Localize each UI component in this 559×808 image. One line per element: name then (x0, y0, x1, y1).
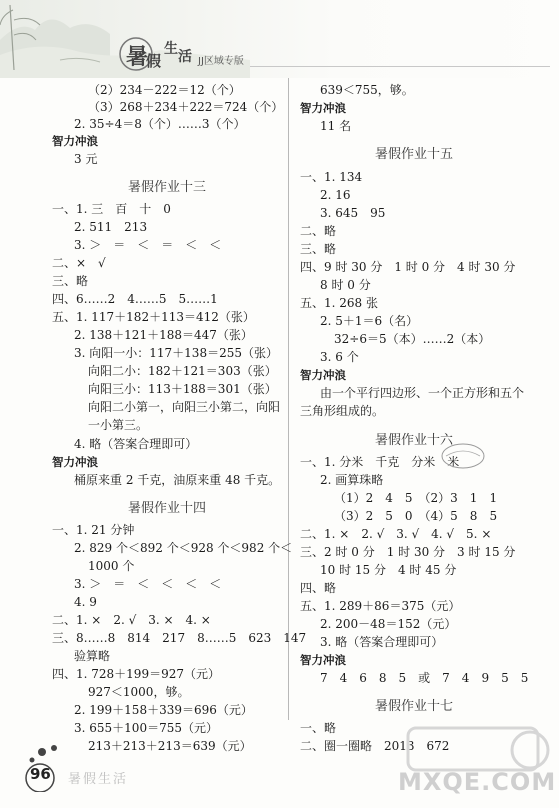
answer-line: （2）234－222＝12（个） (88, 83, 241, 97)
answer-line: 4. 9 (74, 595, 97, 609)
answer-line: 三、略 (300, 242, 337, 256)
answer-line: 32÷6＝5（本）……2（本） (334, 332, 491, 346)
answer-line: 2. 199＋158＋339＝696（元） (74, 703, 253, 717)
answer-line: 一、1. 三 百 十 0 (52, 202, 171, 216)
answer-line: 3. ＞ ＝ ＜ ＝ ＜ ＜ (74, 238, 222, 252)
answer-line: 2. 画算珠略 (320, 473, 384, 487)
answer-line: 2. 829 个＜892 个＜928 个＜982 个＜ (74, 541, 293, 555)
answer-line: 7 4 6 8 5 或 7 4 9 5 5 (320, 671, 529, 685)
answer-line: 向阳三小：113＋188＝301（张） (88, 382, 277, 396)
assignment-title: 暑假作业十七 (375, 699, 454, 714)
logo-char-3: 生 (164, 41, 178, 57)
answer-line: 一小第三。 (88, 418, 149, 432)
answer-line: 一、略 (300, 721, 337, 735)
section-heading: 智力冲浪 (52, 134, 98, 148)
stamp-badge-icon (440, 442, 486, 470)
answer-line: 向阳二小：182＋121＝303（张） (88, 364, 277, 378)
answer-line: 2. 138＋121＋188＝447（张） (74, 328, 253, 342)
answer-line: 11 名 (320, 119, 352, 133)
section-heading: 智力冲浪 (300, 368, 346, 382)
page-number: 96 (30, 765, 51, 783)
section-heading: 智力冲浪 (52, 455, 98, 469)
header-rule (250, 66, 550, 67)
answer-line: 3 元 (74, 152, 98, 166)
answer-line: 2. 511 213 (74, 220, 148, 234)
answer-line: 四、6……2 4……5 5……1 (52, 292, 218, 306)
answer-line: 一、1. 21 分钟 (52, 523, 135, 537)
series-logo (118, 36, 192, 72)
assignment-title: 暑假作业十六 (375, 433, 454, 448)
answer-line: 927＜1000，够。 (88, 685, 190, 699)
region-label: JJ区域专版 (198, 56, 244, 67)
assignment-title: 暑假作业十三 (128, 180, 207, 195)
answer-line: 二、× √ (52, 256, 106, 270)
answer-line: 二、略 (300, 224, 337, 238)
section-heading: 智力冲浪 (300, 101, 346, 115)
answer-line: 213＋213＋213＝639（元） (88, 739, 252, 753)
answer-line: 五、1. 117＋182＋113＝412（张） (52, 310, 255, 324)
answer-line: 3. 向阳一小：117＋138＝255（张） (74, 346, 278, 360)
answer-line: 验算略 (74, 649, 111, 663)
answer-line: 由一个平行四边形、一个正方形和五个 (320, 386, 525, 400)
answer-line: 一、1. 134 (300, 170, 363, 184)
answer-line: 2. 16 (320, 188, 351, 202)
answer-line: 桶原来重 2 千克，油原来重 48 千克。 (74, 473, 281, 487)
answer-line: 10 时 15 分 4 时 45 分 (320, 563, 457, 577)
answer-line: 五、1. 289＋86＝375（元） (300, 599, 461, 613)
answer-line: 2. 200－48＝152（元） (320, 617, 457, 631)
assignment-title: 暑假作业十五 (375, 147, 454, 162)
answer-line: 五、1. 268 张 (300, 296, 378, 310)
answer-line: 四、1. 728＋199＝927（元） (52, 667, 220, 681)
answer-line: 2. 5＋1＝6（名） (320, 314, 419, 328)
logo-char-4: 活 (178, 49, 192, 65)
answer-line: 三、8……8 814 217 8……5 623 147 (52, 631, 307, 645)
answer-line: 4. 略（答案合理即可） (74, 437, 198, 451)
answer-line: 3. 6 个 (320, 350, 359, 364)
answer-line: 向阳二小第一，向阳三小第二，向阳 (88, 400, 281, 414)
watermark-text: MXQE.COM (398, 768, 557, 796)
answer-line: 二、1. × 2. √ 3. × 4. × (52, 613, 211, 627)
logo-char-2: 假 (146, 52, 162, 70)
answer-line: 二、圈一圈略 2013 672 (300, 739, 450, 753)
answer-line: 三、略 (52, 274, 89, 288)
series-name: 暑假生活 (68, 772, 129, 787)
answer-line: 三角形组成的。 (300, 404, 385, 418)
section-heading: 智力冲浪 (300, 653, 346, 667)
answer-line: 四、9 时 30 分 1 时 0 分 4 时 30 分 (300, 260, 516, 274)
assignment-title: 暑假作业十四 (128, 501, 207, 516)
answer-line: 1000 个 (88, 559, 135, 573)
answer-line: 8 时 0 分 (320, 278, 371, 292)
answer-line: 3. 645 95 (320, 206, 386, 220)
answer-line: 一、1. 分米 千克 分米 米 (300, 455, 460, 469)
answer-line: 3. 655＋100＝755（元） (74, 721, 218, 735)
logo-char-1: 暑 (126, 44, 149, 70)
answer-line: 四、略 (300, 581, 337, 595)
answer-line: （3）2 5 0 （4）5 8 5 (334, 509, 498, 523)
column-divider (288, 78, 289, 720)
answer-line: 二、1. × 2. √ 3. √ 4. √ 5. × (300, 527, 492, 541)
answer-line: 3. ＞ ＝ ＜ ＜ ＜ ＜ (74, 577, 222, 591)
answer-line: （3）268＋234＋222＝724（个） (88, 100, 284, 114)
answer-line: 3. 略（答案合理即可） (320, 635, 444, 649)
answer-line: 三、2 时 0 分 1 时 30 分 3 时 15 分 (300, 545, 516, 559)
answer-line: （1）2 4 5 （2）3 1 1 (334, 491, 498, 505)
answer-line: 639＜755，够。 (320, 83, 414, 97)
answer-line: 2. 35÷4＝8（个）……3（个） (74, 117, 246, 131)
